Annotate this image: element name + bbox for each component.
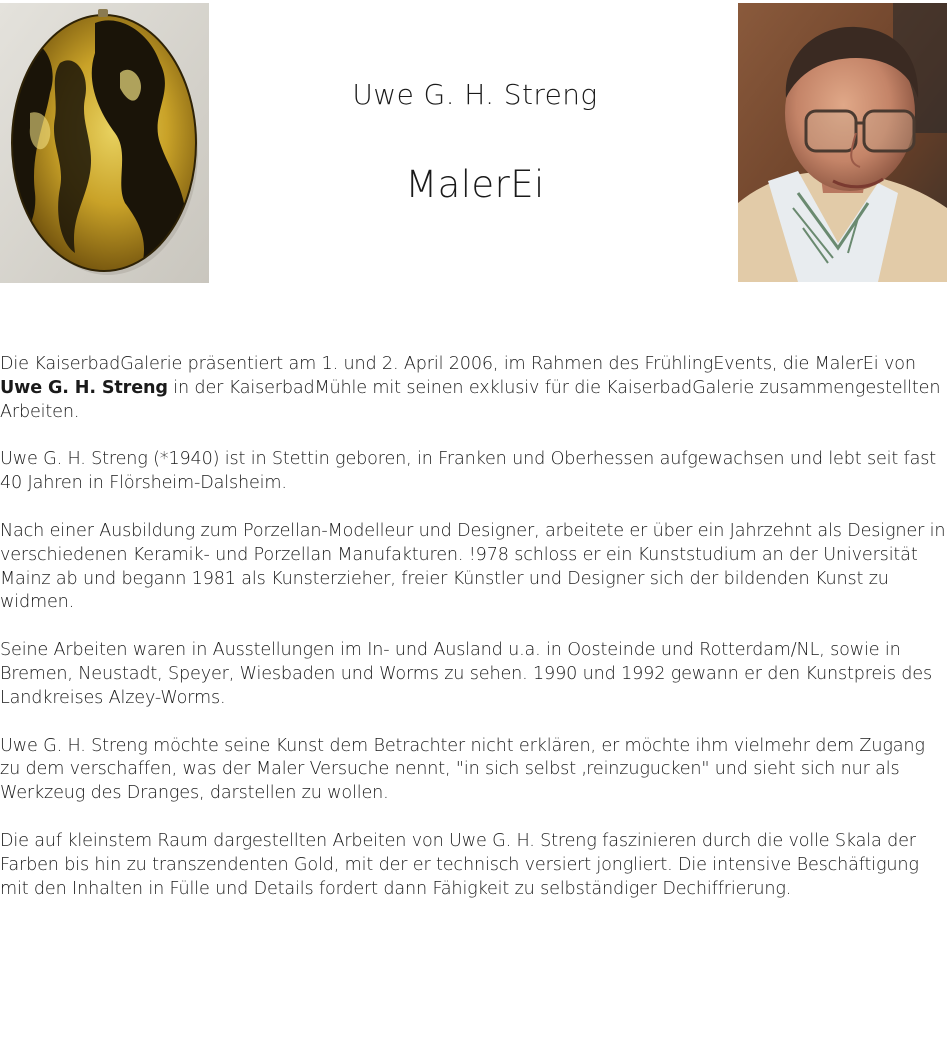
paragraph-works: Die auf kleinstem Raum dargestellten Arbeiten von Uwe G. H. Streng faszinieren durch die volle Skala der Farben bis hin zu transzendenten Gold, mit der er technisch versiert jongliert. Die intensive Beschäftigung mit den Inhalten in Fülle und Details fordert dann Fähigkeit zu selbständiger Dechiffrierung. [0,830,919,899]
article-body [0,353,946,901]
author-name-heading: Uwe G. H. Streng [352,78,598,111]
artist-name-highlight: Uwe G. H. Streng [0,377,168,398]
artist-portrait-image [738,3,947,282]
painted-egg-image [0,3,209,283]
artist-portrait-graphic [738,3,947,282]
paragraph-biography: Uwe G. H. Streng (*1940) ist in Stettin geboren, in Franken und Oberhessen aufgewachsen und lebt seit fast 40 Jahren in Flörsheim-Dalsheim. [0,449,937,494]
painted-egg-graphic [0,3,209,283]
paragraph-philosophy: Uwe G. H. Streng möchte seine Kunst dem Betrachter nicht erklären, er möchte ihm vielmehr dem Zugang zu dem verschaffen, was der Maler Versuche nennt, "in sich selbst ‚reinzugucken" und sieht sich nur als Werkzeug des Dranges, darstellen zu wollen. [0,735,925,804]
paragraph-intro-text-after: in der KaiserbadMühle mit seinen exklusiv für die KaiserbadGalerie zusammengestellten Arbeiten. [0,377,941,422]
paragraph-exhibitions: Seine Arbeiten waren in Ausstellungen im In- und Ausland u.a. in Oosteinde und Rotterdam/NL, sowie in Bremen, Neustadt, Speyer, Wiesbaden und Worms zu sehen. 1990 und 1992 gewann er den Kunstpreis des Landkreises Alzey-Worms. [0,640,933,708]
page-title: MalerEi [405,163,545,206]
paragraph-intro-text-before: Die KaiserbadGalerie präsentiert am 1. und 2. April 2006, im Rahmen des FrühlingEvents, die MalerEi von [0,354,916,374]
paragraph-intro [0,353,946,424]
paragraph-education: Nach einer Ausbildung zum Porzellan-Modelleur und Designer, arbeitete er über ein Jahrzehnt als Designer in verschiedenen Keramik- und Porzellan Manufakturen. !978 schloss er ein Kunststudium an der Universität Mainz ab und begann 1981 als Kunsterzieher, freier Künstler und Designer sich der bildenden Kunst zu widmen. [0,520,946,613]
